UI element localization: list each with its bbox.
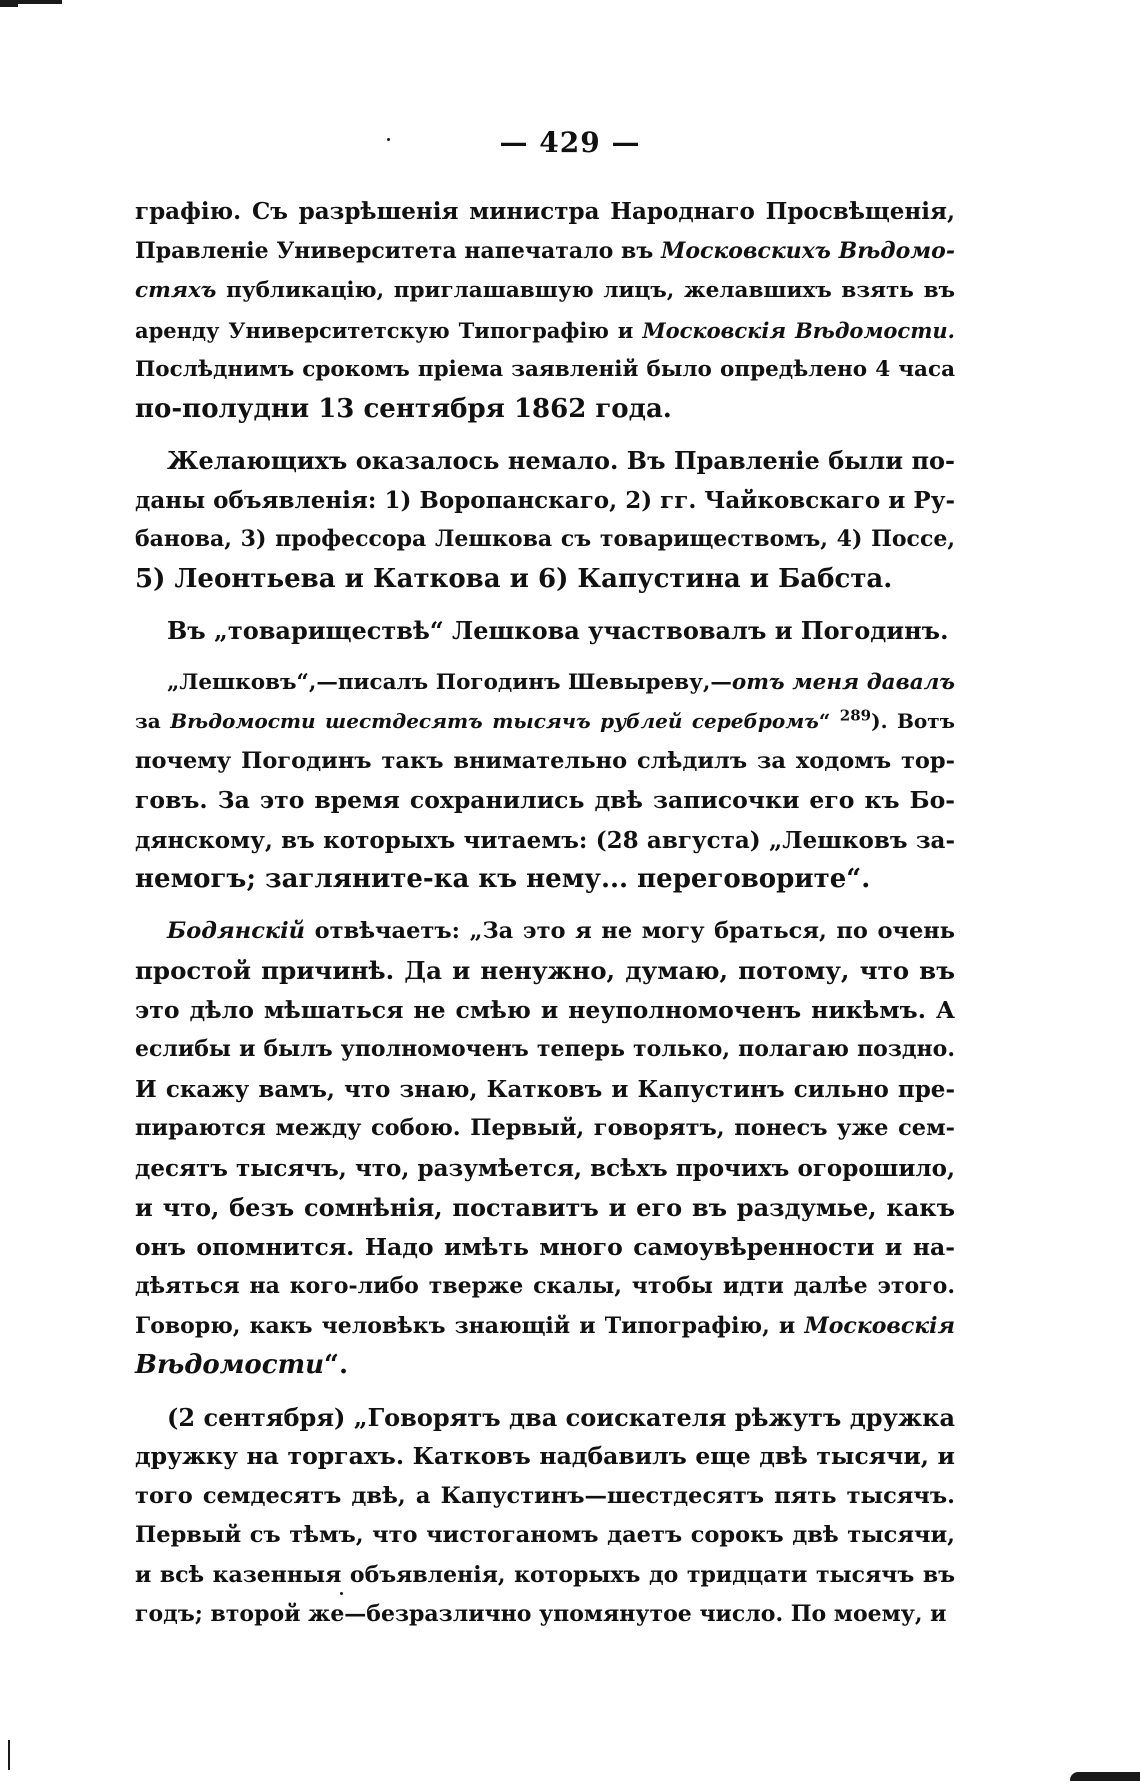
paragraph-gap [135,429,955,441]
text-run: Бодянскій [167,917,306,944]
text-line [135,1228,955,1268]
text-run: „Лешковъ“,—писалъ Погодинъ Шевыреву,— [167,669,732,695]
paragraph [135,1398,955,1635]
scan-artifact [8,1740,10,1770]
text-run: Московскія [804,1312,955,1339]
text-run: “ [818,709,840,733]
text-line [135,390,955,430]
text-run: графію. Съ разрѣшенія министра Народнаго Просвѣщенія, [135,198,955,225]
text-line [135,1188,955,1228]
text-line [135,1307,955,1347]
text-run: “. [324,1350,349,1380]
text-line [135,663,955,703]
text-line [135,1109,955,1149]
paragraph-gap [135,900,955,912]
text-run: дружку на торгахъ. Катковъ надбавилъ еще двѣ тысячи, и [135,1442,955,1470]
text-line [135,1398,955,1438]
text-line [135,781,955,821]
text-run: по-полудни 13 сентября 1862 года. [135,393,672,424]
text-run: Московскихъ Вѣдомо- [661,237,955,264]
text-run: отвѣчаетъ: „За это я не могу браться, по очень [305,917,955,944]
text-line [135,991,955,1031]
text-run: Вѣдомости шестдесятъ тысячъ рублей серебромъ [170,709,819,733]
text-line [135,860,955,900]
text-line [135,232,955,272]
text-line [135,912,955,952]
text-run: банова, 3) профессора Лешкова съ товариществомъ, 4) Поссе, [135,526,955,552]
text-run: за [135,709,171,733]
scan-artifact [1070,1772,1140,1781]
text-run: ). Вотъ [871,709,955,733]
text-run: дѣяться на кого-либо тверже скалы, чтобы идти далѣе этого. [135,1273,955,1299]
scan-artifact [0,4,18,7]
text-line [135,350,955,390]
text-line [135,611,955,651]
text-run: простой причинѣ. Да и ненужно, думаю, потому, что въ [135,956,955,985]
text-run: публикацію, приглашавшую лицъ, желавшихъ взять въ [216,278,955,303]
text-run: и всѣ казенныя объявленія, которыхъ до тридцати тысячъ въ [135,1561,955,1588]
paragraph-gap [135,651,955,663]
text-run: отъ меня давалъ [731,669,955,695]
text-line [135,1516,955,1556]
text-run: дянскому, въ которыхъ читаемъ: (28 августа) „Лешковъ за- [135,826,955,854]
text-line [135,1595,955,1635]
text-run: стяхъ [135,278,217,303]
text-line [135,1267,955,1307]
footnote-ref: 289 [839,706,872,725]
text-run: десятъ тысячъ, что, разумѣется, всѣхъ прочихъ огорошило, [135,1154,955,1182]
text-line [135,1149,955,1189]
text-run: говъ. За это время сохранились двѣ записочки его къ Бо- [135,786,955,814]
text-run: Первый съ тѣмъ, что чистоганомъ даетъ сорокъ двѣ тысячи, [135,1522,955,1548]
text-line [135,1346,955,1386]
text-line [135,742,955,782]
text-line [135,271,955,311]
text-line [135,1556,955,1596]
paragraph [135,192,955,429]
text-line [135,520,955,560]
text-run: онъ опомнится. Надо имѣть много самоувѣренности и на- [135,1232,955,1261]
text-run: пираются между собою. Первый, говорятъ, понесъ уже сем- [135,1115,955,1141]
paragraph [135,441,955,599]
paragraph [135,611,955,651]
text-run: и что, безъ сомнѣнія, поставитъ и его въ раздумье, какъ [135,1193,955,1222]
text-run: еслибы и былъ уполномоченъ теперь только, полагаю поздно. [135,1036,955,1062]
paragraph-gap [135,1386,955,1398]
text-run: (2 сентября) „Говорятъ два соискателя рѣжутъ дружка [167,1402,955,1432]
text-line [135,1437,955,1477]
text-run: И скажу вамъ, что знаю, Катковъ и Капустинъ сильно пре- [135,1075,955,1103]
text-run: Послѣднимъ срокомъ пріема заявленій было опредѣлено 4 часа [135,357,955,382]
text-line [135,481,955,521]
text-line [135,192,955,232]
text-line [135,821,955,861]
text-run: 5) Леонтьева и Каткова и 6) Капустина и Бабста. [135,563,893,594]
text-run: почему Погодинъ такъ внимательно слѣдилъ за ходомъ тор- [135,747,955,774]
text-line [135,311,955,351]
text-run: немогъ; загляните-ка къ нему... переговорите“. [135,864,871,894]
text-run: Говорю, какъ человѣкъ знающій и Типографію, и [135,1312,805,1339]
text-run: Желающихъ оказалось немало. Въ Правленіе были по- [167,446,955,475]
text-line [135,441,955,481]
text-line [135,951,955,991]
text-line [135,560,955,600]
text-run: это дѣло мѣшаться не смѣю и неуполномоченъ никѣмъ. А [135,995,955,1024]
body-text [135,192,955,1635]
page-number: — 429 — [499,126,641,159]
text-line [135,1070,955,1110]
text-run: годъ; второй же—безразлично упомянутое число. По моему, и [135,1601,947,1627]
text-run: даны объявленія: 1) Воропанскаго, 2) гг. Чайковскаго и Ру- [135,486,955,514]
text-run: Въ „товариществѣ“ Лешкова участвовалъ и Погодинъ. [167,616,949,645]
text-run: того семдесятъ двѣ, а Капустинъ—шестдесятъ пять тысячъ. [135,1482,955,1509]
paragraph-gap [135,599,955,611]
text-line [135,1030,955,1070]
text-line [135,1477,955,1517]
text-run: Вѣдомости [135,1350,324,1380]
paragraph [135,663,955,900]
text-line [135,702,955,742]
paragraph [135,912,955,1386]
text-run: аренду Университетскую Типографію и [135,317,643,343]
text-run: Правленіе Университета напечатало въ [135,237,661,264]
text-run: Московскія Вѣдомости. [642,317,955,343]
